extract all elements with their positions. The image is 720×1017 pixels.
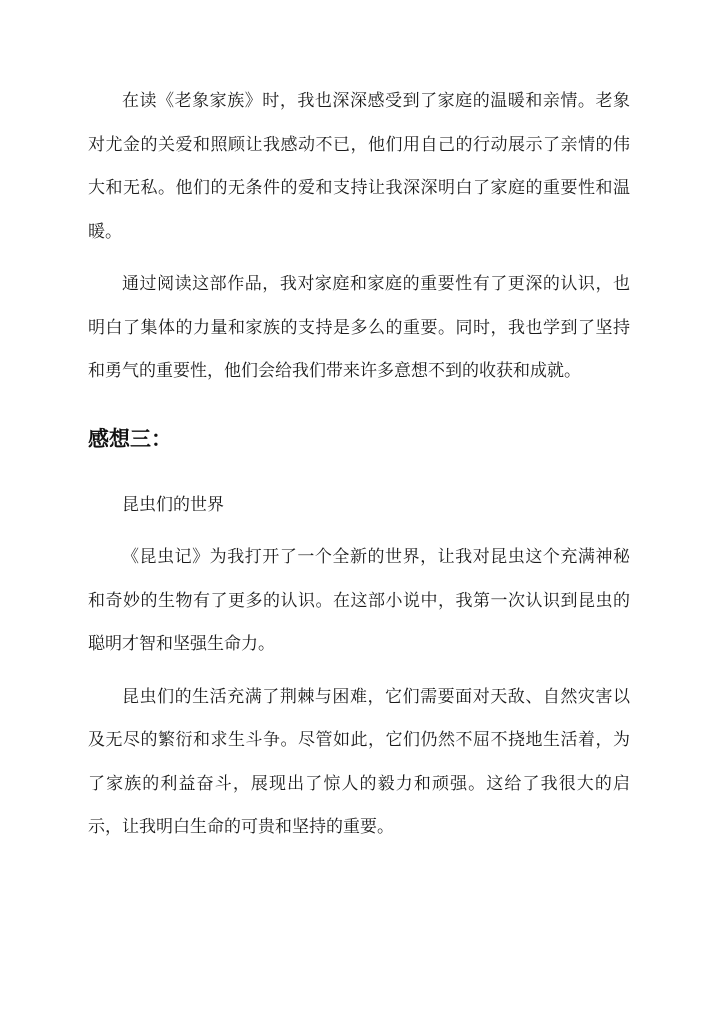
paragraph-insect-struggle: 昆虫们的生活充满了荆棘与困难，它们需要面对天敌、自然灾害以及无尽的繁衍和求生斗争。尽管如此，它们仍然不屈不挠地生活着，为了家族的利益奋斗，展现出了惊人的毅力和顽强。这给了我很大的启示，让我明白生命的可贵和坚持的重要。	[88, 686, 630, 837]
paragraph-insect-world: 《昆虫记》为我打开了一个全新的世界，让我对昆虫这个充满神秘和奇妙的生物有了更多的认识。在这部小说中，我第一次认识到昆虫的聪明才智和坚强生命力。	[88, 547, 630, 654]
paragraph-family-warmth: 在读《老象家族》时，我也深深感受到了家庭的温暖和亲情。老象对尤金的关爱和照顾让我感动不已，他们用自己的行动展示了亲情的伟大和无私。他们的无条件的爱和支持让我深深明白了家庭的重要性和温暖。	[88, 91, 630, 242]
section-heading: 感想三：	[88, 426, 172, 451]
document-page	[88, 80, 630, 859]
paragraph-reading-reflection: 通过阅读这部作品，我对家庭和家庭的重要性有了更深的认识，也明白了集体的力量和家族的支持是多么的重要。同时，我也学到了坚持和勇气的重要性，他们会给我们带来许多意想不到的收获和成就。	[88, 274, 630, 381]
section-subtitle: 昆虫们的世界	[122, 494, 224, 515]
